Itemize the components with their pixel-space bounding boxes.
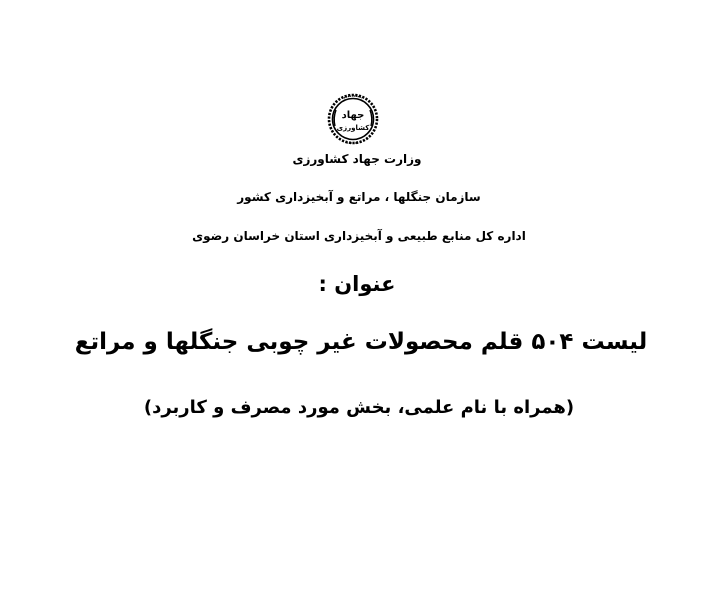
svg-text:کشاورزی: کشاورزی xyxy=(336,124,370,132)
document-subtitle: (همراه با نام علمی، بخش مورد مصرف و کاربرد) xyxy=(143,397,575,418)
title-label: عنوان : xyxy=(318,272,396,296)
logo-lettering xyxy=(337,110,371,132)
jihad-keshavarzi-emblem-icon xyxy=(327,92,379,146)
document-title: لیست ۵۰۴ قلم محصولات غیر چوبی جنگلها و مراتع xyxy=(74,329,648,355)
ministry-name: وزارت جهاد کشاورزی xyxy=(292,152,422,166)
directorate-name: اداره کل منابع طبیعی و آبخیزداری استان خراسان رضوی xyxy=(192,229,526,243)
svg-text:جهاد: جهاد xyxy=(341,110,365,121)
organization-name: سازمان جنگلها ، مراتع و آبخیزداری کشور xyxy=(237,190,481,204)
